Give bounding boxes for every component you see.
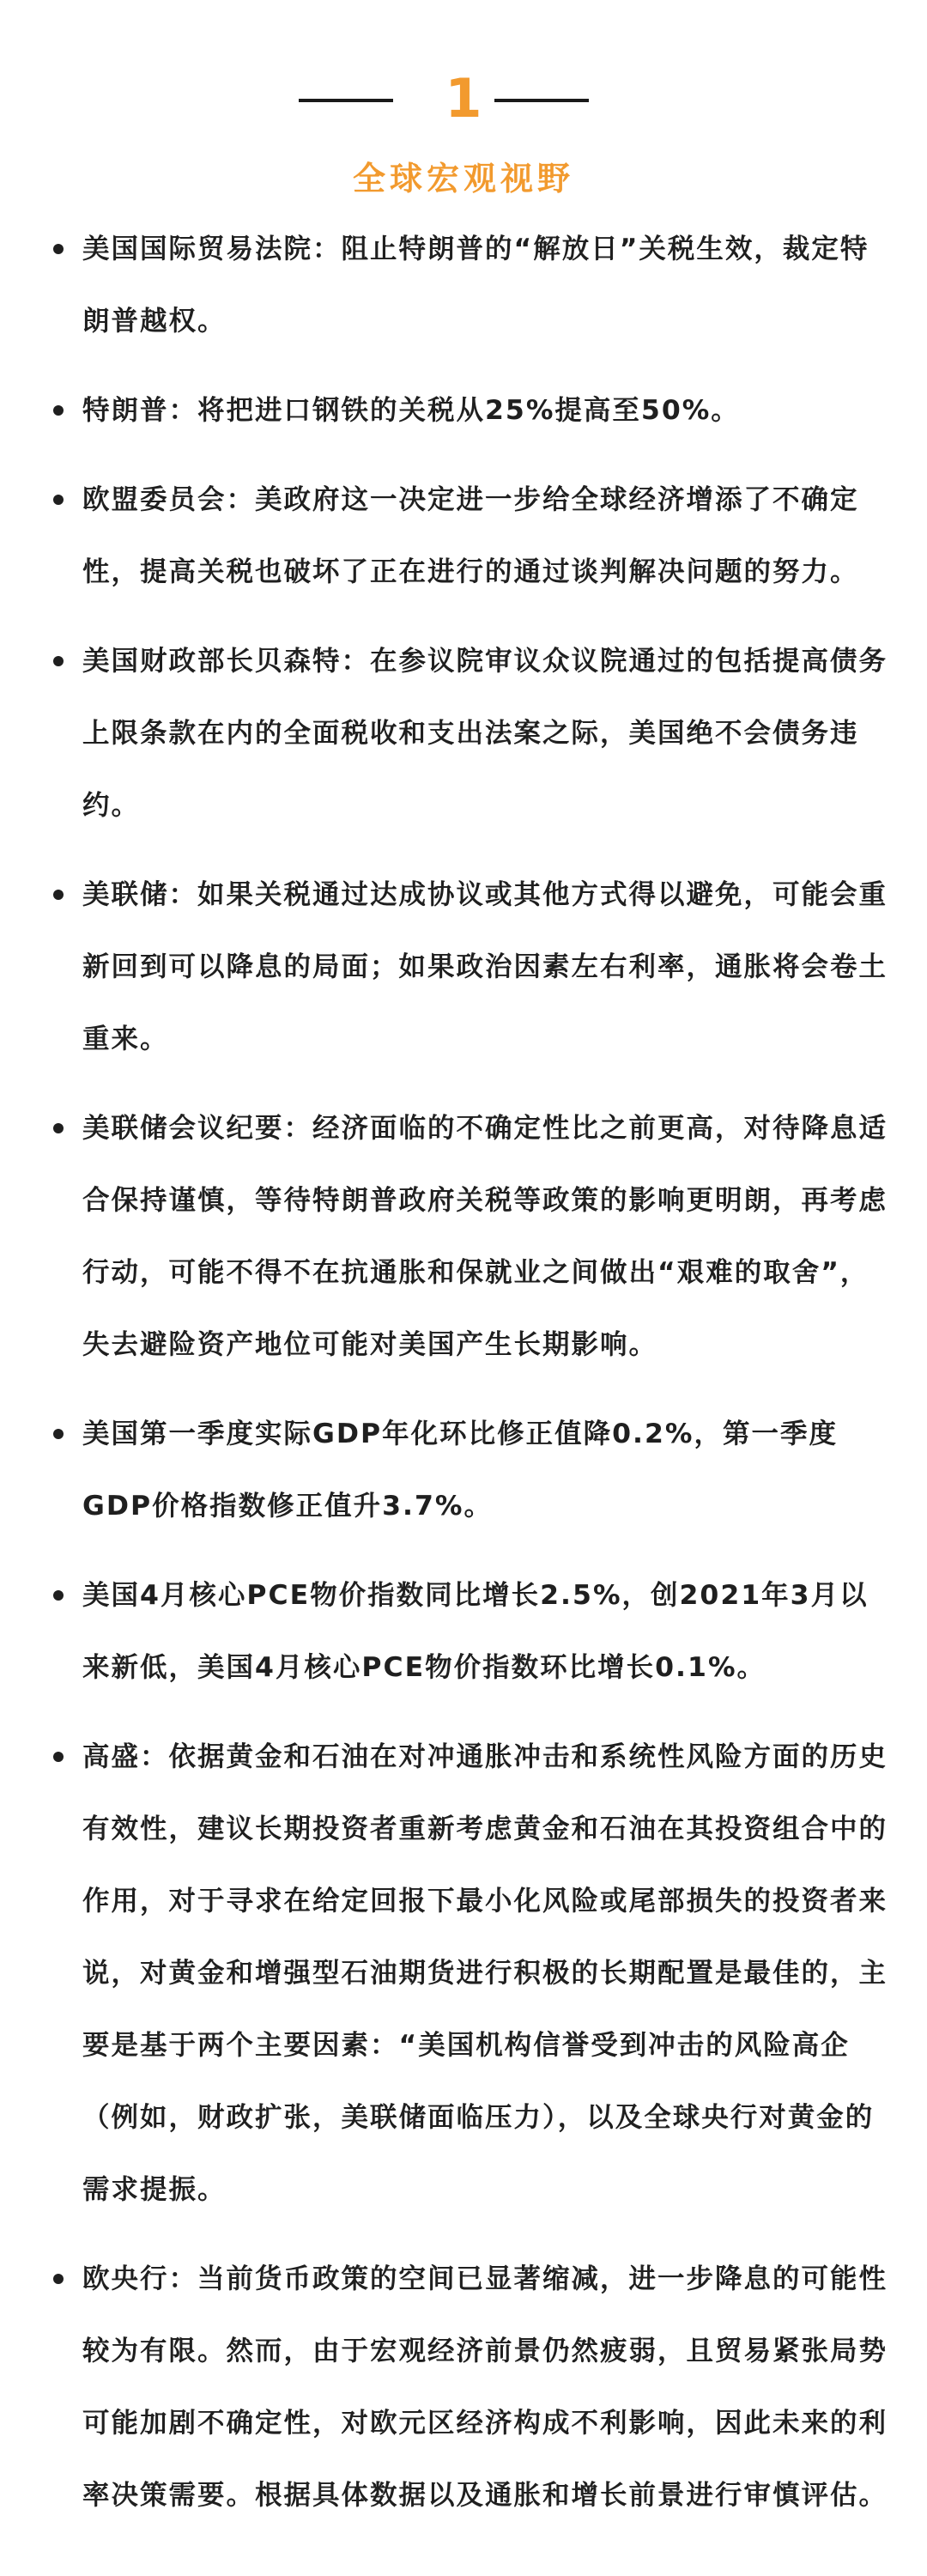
bullet-icon <box>53 656 64 666</box>
section-header <box>0 60 927 130</box>
news-item-text: 美国财政部长贝森特：在参议院审议众议院通过的包括提高债务上限条款在内的全面税收和支出法案之际，美国绝不会债务违约。 <box>82 646 888 821</box>
bullet-icon <box>53 1590 64 1601</box>
bullet-icon <box>53 495 64 505</box>
news-item-text: 美联储会议纪要：经济面临的不确定性比之前更高，对待降息适合保持谨慎，等待特朗普政府关税等政策的影响更明朗，再考虑行动，可能不得不在抗通胀和保就业之间做出“艰难的取舍”，失去避险资产地位可能对美国产生长期影响。 <box>82 1113 888 1360</box>
bullet-icon <box>53 405 64 416</box>
news-item-us-gdp <box>50 1398 891 1542</box>
news-item-ecb <box>50 2243 891 2531</box>
news-item-trade-court <box>50 213 891 357</box>
news-bullet-list <box>50 213 891 2549</box>
section-number: 1 <box>445 67 482 130</box>
news-item-text: 特朗普：将把进口钢铁的关税从25%提高至50%。 <box>82 395 740 426</box>
news-item-text: 高盛：依据黄金和石油在对冲通胀冲击和系统性风险方面的历史有效性，建议长期投资者重新考虑黄金和石油在其投资组合中的作用，对于寻求在给定回报下最小化风险或尾部损失的投资者来说，对黄金和增强型石油期货进行积极的长期配置是最佳的，主要是基于两个主要因素：“美国机构信誉受到冲击的风险高企（例如，财政扩张，美联储面临压力），以及全球央行对黄金的需求提振。 <box>82 1741 888 2205</box>
news-item-goldman <box>50 1721 891 2226</box>
news-item-text: 欧盟委员会：美政府这一决定进一步给全球经济增添了不确定性，提高关税也破坏了正在进行的通过谈判解决问题的努力。 <box>82 484 859 587</box>
news-item-us-pce <box>50 1559 891 1704</box>
news-item-text: 美国国际贸易法院：阻止特朗普的“解放日”关税生效，裁定特朗普越权。 <box>82 234 869 337</box>
news-item-eu-commission <box>50 464 891 608</box>
news-item-fed-minutes <box>50 1092 891 1381</box>
news-item-treasury-secretary <box>50 625 891 841</box>
news-item-text: 美国第一季度实际GDP年化环比修正值降0.2%，第一季度GDP价格指数修正值升3.7%。 <box>82 1419 838 1522</box>
news-item-text: 美国4月核心PCE物价指数同比增长2.5%，创2021年3月以来新低，美国4月核心PCE物价指数环比增长0.1%。 <box>82 1580 869 1683</box>
news-item-text: 美联储：如果关税通过达成协议或其他方式得以避免，可能会重新回到可以降息的局面；如果政治因素左右利率，通胀将会卷土重来。 <box>82 879 888 1054</box>
section-title: 全球宏观视野 <box>352 160 574 197</box>
news-item-text: 欧央行：当前货币政策的空间已显著缩减，进一步降息的可能性较为有限。然而，由于宏观经济前景仍然疲弱，且贸易紧张局势可能加剧不确定性，对欧元区经济构成不利影响，因此未来的利率决策需要。根据具体数据以及通胀和增长前景进行审慎评估。 <box>82 2263 888 2511</box>
bullet-icon <box>53 2274 64 2284</box>
bullet-icon <box>53 1123 64 1133</box>
bullet-icon <box>53 890 64 900</box>
header-rule-right <box>494 99 589 102</box>
bullet-icon <box>53 1429 64 1439</box>
news-item-fed <box>50 859 891 1075</box>
bullet-icon <box>53 244 64 254</box>
news-item-steel-tariff <box>50 374 891 447</box>
bullet-icon <box>53 1752 64 1762</box>
